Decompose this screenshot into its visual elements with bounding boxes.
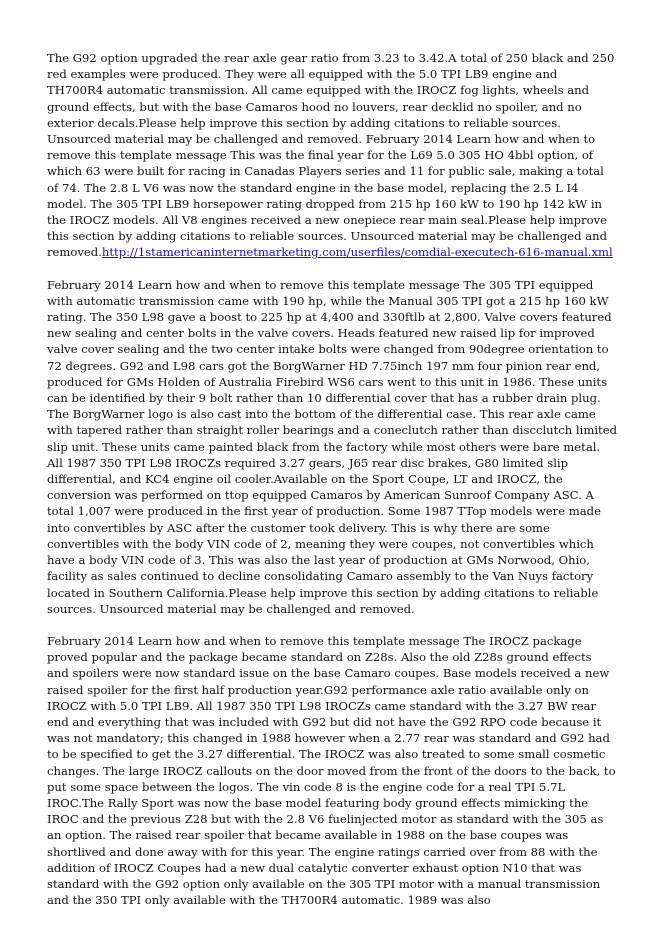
paragraph-1 bbox=[47, 50, 617, 261]
manual-link[interactable]: http://1stamericaninternetmarketing.com/userfiles/comdial-executech-616-manual.xml bbox=[101, 245, 613, 260]
document-body bbox=[47, 50, 617, 924]
paragraph-1-text: The G92 option upgraded the rear axle gear ratio from 3.23 to 3.42.A total of 250 black and 250 red examples were produced. They were all equipped with the 5.0 TPI LB9 engine and TH700R4 automatic transmission. All came equipped with the IROCZ fog lights, wheels and ground effects, but with the base Camaros hood no louvers, rear decklid no spoiler, and no exterior decals.Please help improve this section by adding citations to reliable sources. Unsourced material may be challenged and removed. February 2014 Learn how and when to remove this template message This was the final year for the L69 5.0 305 HO 4bbl option, of which 63 were built for racing in Canadas Players series and 11 for public sale, making a total of 74. The 2.8 L V6 was now the standard engine in the base model, replacing the 2.5 L I4 model. The 305 TPI LB9 horsepower rating dropped from 215 hp 160 kW to 190 hp 142 kW in the IROCZ models. All V8 engines received a new onepiece rear main seal.Please help improve this section by adding citations to reliable sources. Unsourced material may be challenged and removed. bbox=[47, 51, 615, 260]
paragraph-3: February 2014 Learn how and when to remove this template message The IROCZ package proved popular and the package became standard on Z28s. Also the old Z28s ground effects and spoilers were now standard issue on the base Camaro coupes. Base models received a new raised spoiler for the first half production year.G92 performance axle ratio available only on IROCZ with 5.0 TPI LB9. All 1987 350 TPI L98 IROCZs came standard with the 3.27 BW rear end and everything that was included with G92 but did not have the G92 RPO code because it was not mandatory; this changed in 1988 however when a 2.77 rear was standard and G92 had to be specified to get the 3.27 differential. The IROCZ was also treated to some small cosmetic changes. The large IROCZ callouts on the door moved from the front of the doors to the back, to put some space between the logos. The vin code 8 is the engine code for a real TPI 5.7L IROC.The Rally Sport was now the base model featuring body ground effects mimicking the IROC and the previous Z28 but with the 2.8 V6 fuelinjected motor as standard with the 305 as an option. The raised rear spoiler that became available in 1988 on the base coupes was shortlived and done away with for this year. The engine ratings carried over from 88 with the addition of IROCZ Coupes had a new dual catalytic converter exhaust option N10 that was standard with the G92 option only available on the 305 TPI motor with a manual transmission and the 350 TPI only available with the TH700R4 automatic. 1989 was also bbox=[47, 633, 616, 908]
paragraph-2: February 2014 Learn how and when to remove this template message The 305 TPI equipped with automatic transmission came with 190 hp, while the Manual 305 TPI got a 215 hp 160 kW rating. The 350 L98 gave a boost to 225 hp at 4,400 and 330ftlb at 2,800. Valve covers featured new sealing and center bolts in the valve covers. Heads featured new raised lip for improved valve cover sealing and the two center intake bolts were changed from 90degree orientation to 72 degrees. G92 and L98 cars got the BorgWarner HD 7.75inch 197 mm four pinion rear end, produced for GMs Holden of Australia Firebird WS6 cars went to this unit in 1986. These units can be identified by their 9 bolt rather than 10 differential cover that has a rubber drain plug. The BorgWarner logo is also cast into the bottom of the differential case. This rear axle came with tapered rather than straight roller bearings and a coneclutch rather than discclutch limited slip unit. These units came painted black from the factory while most others were bare metal. All 1987 350 TPI L98 IROCZs required 3.27 gears, J65 rear disc brakes, G80 limited slip differential, and KC4 engine oil cooler.Available on the Sport Coupe, LT and IROCZ, the conversion was performed on ttop equipped Camaros by American Sunroof Company ASC. A total 1,007 were produced in the first year of production. Some 1987 TTop models were made into convertibles by ASC after the customer took delivery. This is why there are some convertibles with the body VIN code of 2, meaning they were coupes, not convertibles which have a body VIN code of 3. This was also the last year of production at GMs Norwood, Ohio, facility as sales continued to decline consolidating Camaro assembly to the Van Nuys factory located in Southern California.Please help improve this section by adding citations to reliable sources. Unsourced material may be challenged and removed. bbox=[47, 277, 617, 616]
